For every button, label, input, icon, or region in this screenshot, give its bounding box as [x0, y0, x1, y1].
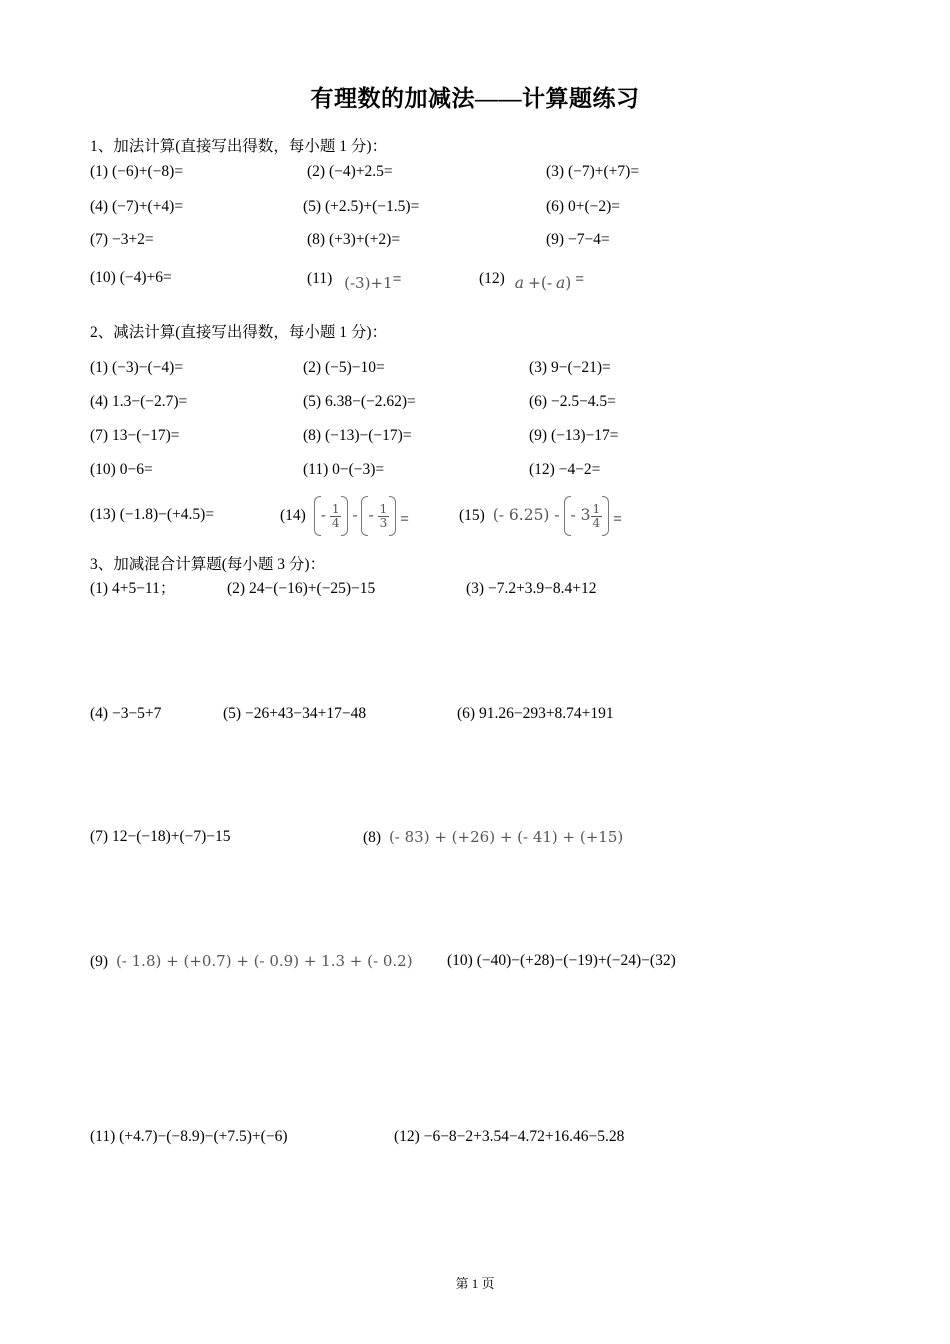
s2-item-14-paren-close-1 [341, 496, 348, 536]
s2-item-15-paren-open [564, 496, 571, 536]
s3-item-3: (3) −7.2+3.9−8.4+12 [466, 580, 597, 597]
page-footer: 第 1 页 [455, 1276, 495, 1291]
s1-item-12-plus: + [527, 274, 541, 292]
s3-item-8-label: (8) [363, 829, 382, 846]
s2-item-13: (13) (−1.8)−(+4.5)= [90, 506, 215, 523]
s1-item-12-label: (12) [479, 270, 505, 287]
s2-item-14-frac-1: $\frac{1}{4}$ [331, 501, 340, 530]
s2-item-15-frac: $\frac{1}{4}$ [592, 501, 601, 530]
s3-item-7: (7) 12−(−18)+(−7)−15 [90, 828, 231, 845]
s2-item-6: (6) −2.5−4.5= [529, 393, 616, 410]
s2-item-15 [459, 495, 622, 537]
s2-item-14 [280, 495, 409, 537]
s1-item-12 [479, 268, 584, 292]
s1-item-11-eq: = [392, 271, 402, 288]
s2-item-14-minus-1: - [320, 506, 326, 524]
s3-item-9-label: (9) [90, 953, 109, 970]
section-1-heading: 1、加法计算(直接写出得数，每小题 1 分)： [90, 138, 388, 155]
s1-item-2: (2) (−4)+2.5= [307, 163, 393, 180]
s1-item-12-close: ) [565, 274, 572, 292]
s3-item-6: (6) 91.26−293+8.74+191 [457, 705, 614, 722]
s2-item-5: (5) 6.38−(−2.62)= [303, 393, 416, 410]
section-3-heading: 3、加减混合计算题(每小题 3 分)： [90, 556, 326, 573]
s2-item-15-eq: = [613, 511, 622, 528]
s2-item-14-minus-2: - [368, 506, 374, 524]
s2-item-14-eq: = [400, 511, 409, 528]
s2-item-15-lead: (- 6.25) - [492, 506, 560, 524]
s2-item-3: (3) 9−(−21)= [529, 359, 611, 376]
s2-item-15-paren-close [602, 496, 609, 536]
s1-item-8: (8) (+3)+(+2)= [307, 231, 401, 248]
s2-item-14-paren-open-1 [314, 496, 321, 536]
s2-item-14-label: (14) [280, 507, 306, 524]
s2-item-12: (12) −4−2= [529, 461, 601, 478]
s3-item-2: (2) 24−(−16)+(−25)−15 [227, 580, 376, 597]
s2-item-14-frac-2: $\frac{1}{3}$ [379, 501, 388, 530]
s3-item-11: (11) (+4.7)−(−8.9)−(+7.5)+(−6) [90, 1128, 288, 1145]
section-2-heading: 2、减法计算(直接写出得数，每小题 1 分)： [90, 324, 388, 341]
s2-item-2: (2) (−5)−10= [303, 359, 385, 376]
s1-item-12-var-a: a [514, 274, 524, 292]
s3-item-1: (1) 4+5−11； [90, 580, 176, 597]
s2-item-14-paren-close-2 [389, 496, 396, 536]
s1-item-5: (5) (+2.5)+(−1.5)= [303, 198, 420, 215]
s1-item-6: (6) 0+(−2)= [546, 198, 620, 215]
s3-item-9 [90, 951, 413, 972]
s2-item-14-minus-mid: - [352, 506, 358, 524]
s3-item-4: (4) −3−5+7 [90, 705, 162, 722]
s1-item-1: (1) (−6)+(−8)= [90, 163, 184, 180]
s3-item-8 [363, 827, 623, 848]
s2-item-8: (8) (−13)−(−17)= [303, 427, 412, 444]
s1-item-12-var-a2: a [556, 274, 566, 292]
s3-item-9-expr: (- 1.8) + (+0.7) + (- 0.9) + 1.3 + (- 0.2) [115, 952, 413, 970]
s1-item-11-expr: (-3)+1 [344, 274, 393, 292]
page-title: 有理数的加减法——计算题练习 [310, 86, 640, 111]
s1-item-12-eq: = [575, 271, 584, 288]
s2-item-15-label: (15) [459, 507, 485, 524]
s2-item-7: (7) 13−(−17)= [90, 427, 180, 444]
s2-item-4: (4) 1.3−(−2.7)= [90, 393, 188, 410]
s1-item-10: (10) (−4)+6= [90, 269, 172, 286]
s1-item-7: (7) −3+2= [90, 231, 154, 248]
s1-item-12-open: (- [540, 274, 553, 292]
s1-item-9: (9) −7−4= [546, 231, 610, 248]
s3-item-5: (5) −26+43−34+17−48 [223, 705, 367, 722]
s2-item-10: (10) 0−6= [90, 461, 153, 478]
s1-item-4: (4) (−7)+(+4)= [90, 198, 184, 215]
s3-item-12: (12) −6−8−2+3.54−4.72+16.46−5.28 [394, 1128, 625, 1145]
s2-item-11: (11) 0−(−3)= [303, 461, 385, 478]
s1-item-11 [307, 268, 402, 292]
s1-item-11-label: (11) [307, 270, 333, 287]
s2-item-9: (9) (−13)−17= [529, 427, 619, 444]
s2-item-1: (1) (−3)−(−4)= [90, 359, 184, 376]
s1-item-3: (3) (−7)+(+7)= [546, 163, 640, 180]
s2-item-15-inner: - 3 [570, 506, 591, 524]
s3-item-8-expr: (- 83) + (+26) + (- 41) + (+15) [388, 828, 624, 846]
s3-item-10: (10) (−40)−(+28)−(−19)+(−24)−(32) [447, 952, 676, 969]
